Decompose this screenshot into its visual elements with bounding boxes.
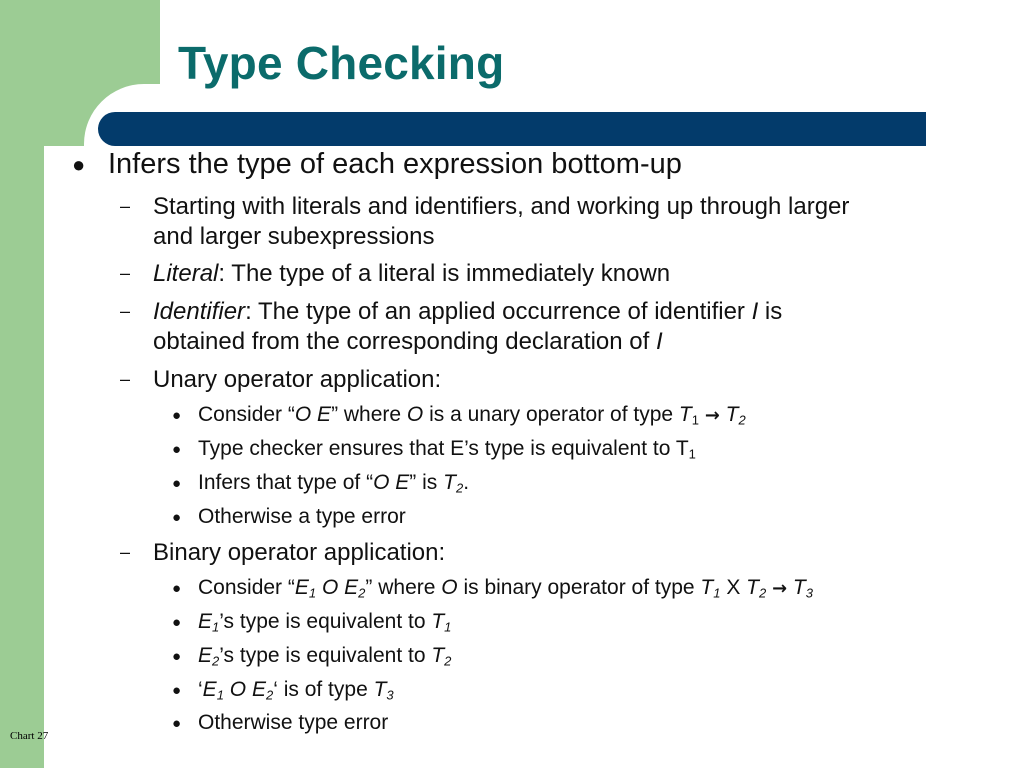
dash-icon: – — [120, 542, 131, 562]
bullet-icon: ● — [172, 441, 182, 458]
unary-item-1: Consider “O E” where O is a unary operator of type $T_1 \to T_2$ — [198, 403, 746, 428]
title-underline-bar — [98, 112, 926, 146]
bullet-icon: ● — [172, 648, 182, 665]
unary-item-3: Infers that type of “O E” is $T_2$. — [198, 471, 470, 496]
sub-item-literal: Literal: The type of a literal is immediately known — [153, 260, 671, 287]
left-decorative-bar — [0, 0, 44, 768]
binary-item-3: $E_2’s$ type is equivalent to $T_2$ — [198, 644, 452, 669]
unary-item-2: Type checker ensures that E’s type is equivalent to $T_1$ — [198, 437, 696, 462]
bullet-icon: ● — [172, 614, 182, 631]
arrow-right-icon: → — [772, 578, 788, 599]
binary-item-2: $E_1’s$ type is equivalent to $T_1$ — [198, 610, 452, 635]
sub-item-identifier-line1: Identifier: The type of an applied occurrence of identifier I is — [153, 298, 783, 325]
slide-title: Type Checking — [178, 37, 505, 89]
arrow-right-icon: → — [704, 405, 720, 426]
bullet-icon: ● — [72, 152, 86, 177]
dash-icon: – — [120, 369, 131, 389]
binary-item-5: Otherwise type error — [198, 711, 389, 734]
bullet-icon: ● — [172, 407, 182, 424]
sub-item-unary: Unary operator application: — [153, 366, 442, 393]
literal-term: Literal — [153, 260, 219, 287]
dash-icon: – — [120, 301, 131, 321]
binary-item-4: ‘$E_1$ O $E_2‘$ is of type $T_3$ — [198, 678, 394, 703]
slide-number: Chart 27 — [10, 730, 49, 742]
dash-icon: – — [120, 196, 131, 216]
sub-item-1-line2: and larger subexpressions — [153, 223, 435, 250]
sub-item-binary: Binary operator application: — [153, 539, 446, 566]
sub-item-1-line1: Starting with literals and identifiers, and working up through larger — [153, 193, 850, 220]
main-bullet-text: Infers the type of each expression bottom-up — [108, 148, 682, 180]
sub-item-identifier-line2: obtained from the corresponding declaration of I — [153, 328, 663, 355]
bullet-icon: ● — [172, 715, 182, 732]
dash-icon: – — [120, 263, 131, 283]
unary-item-4: Otherwise a type error — [198, 505, 406, 528]
bullet-icon: ● — [172, 475, 182, 492]
bullet-icon: ● — [172, 509, 182, 526]
bullet-icon: ● — [172, 580, 182, 597]
bullet-icon: ● — [172, 682, 182, 699]
identifier-term: Identifier — [153, 298, 246, 325]
binary-item-1: Consider “$E_1$ O $E_2$” where O is binary operator of type $T_1$ X $T_2 \to T_3$ — [198, 576, 813, 601]
